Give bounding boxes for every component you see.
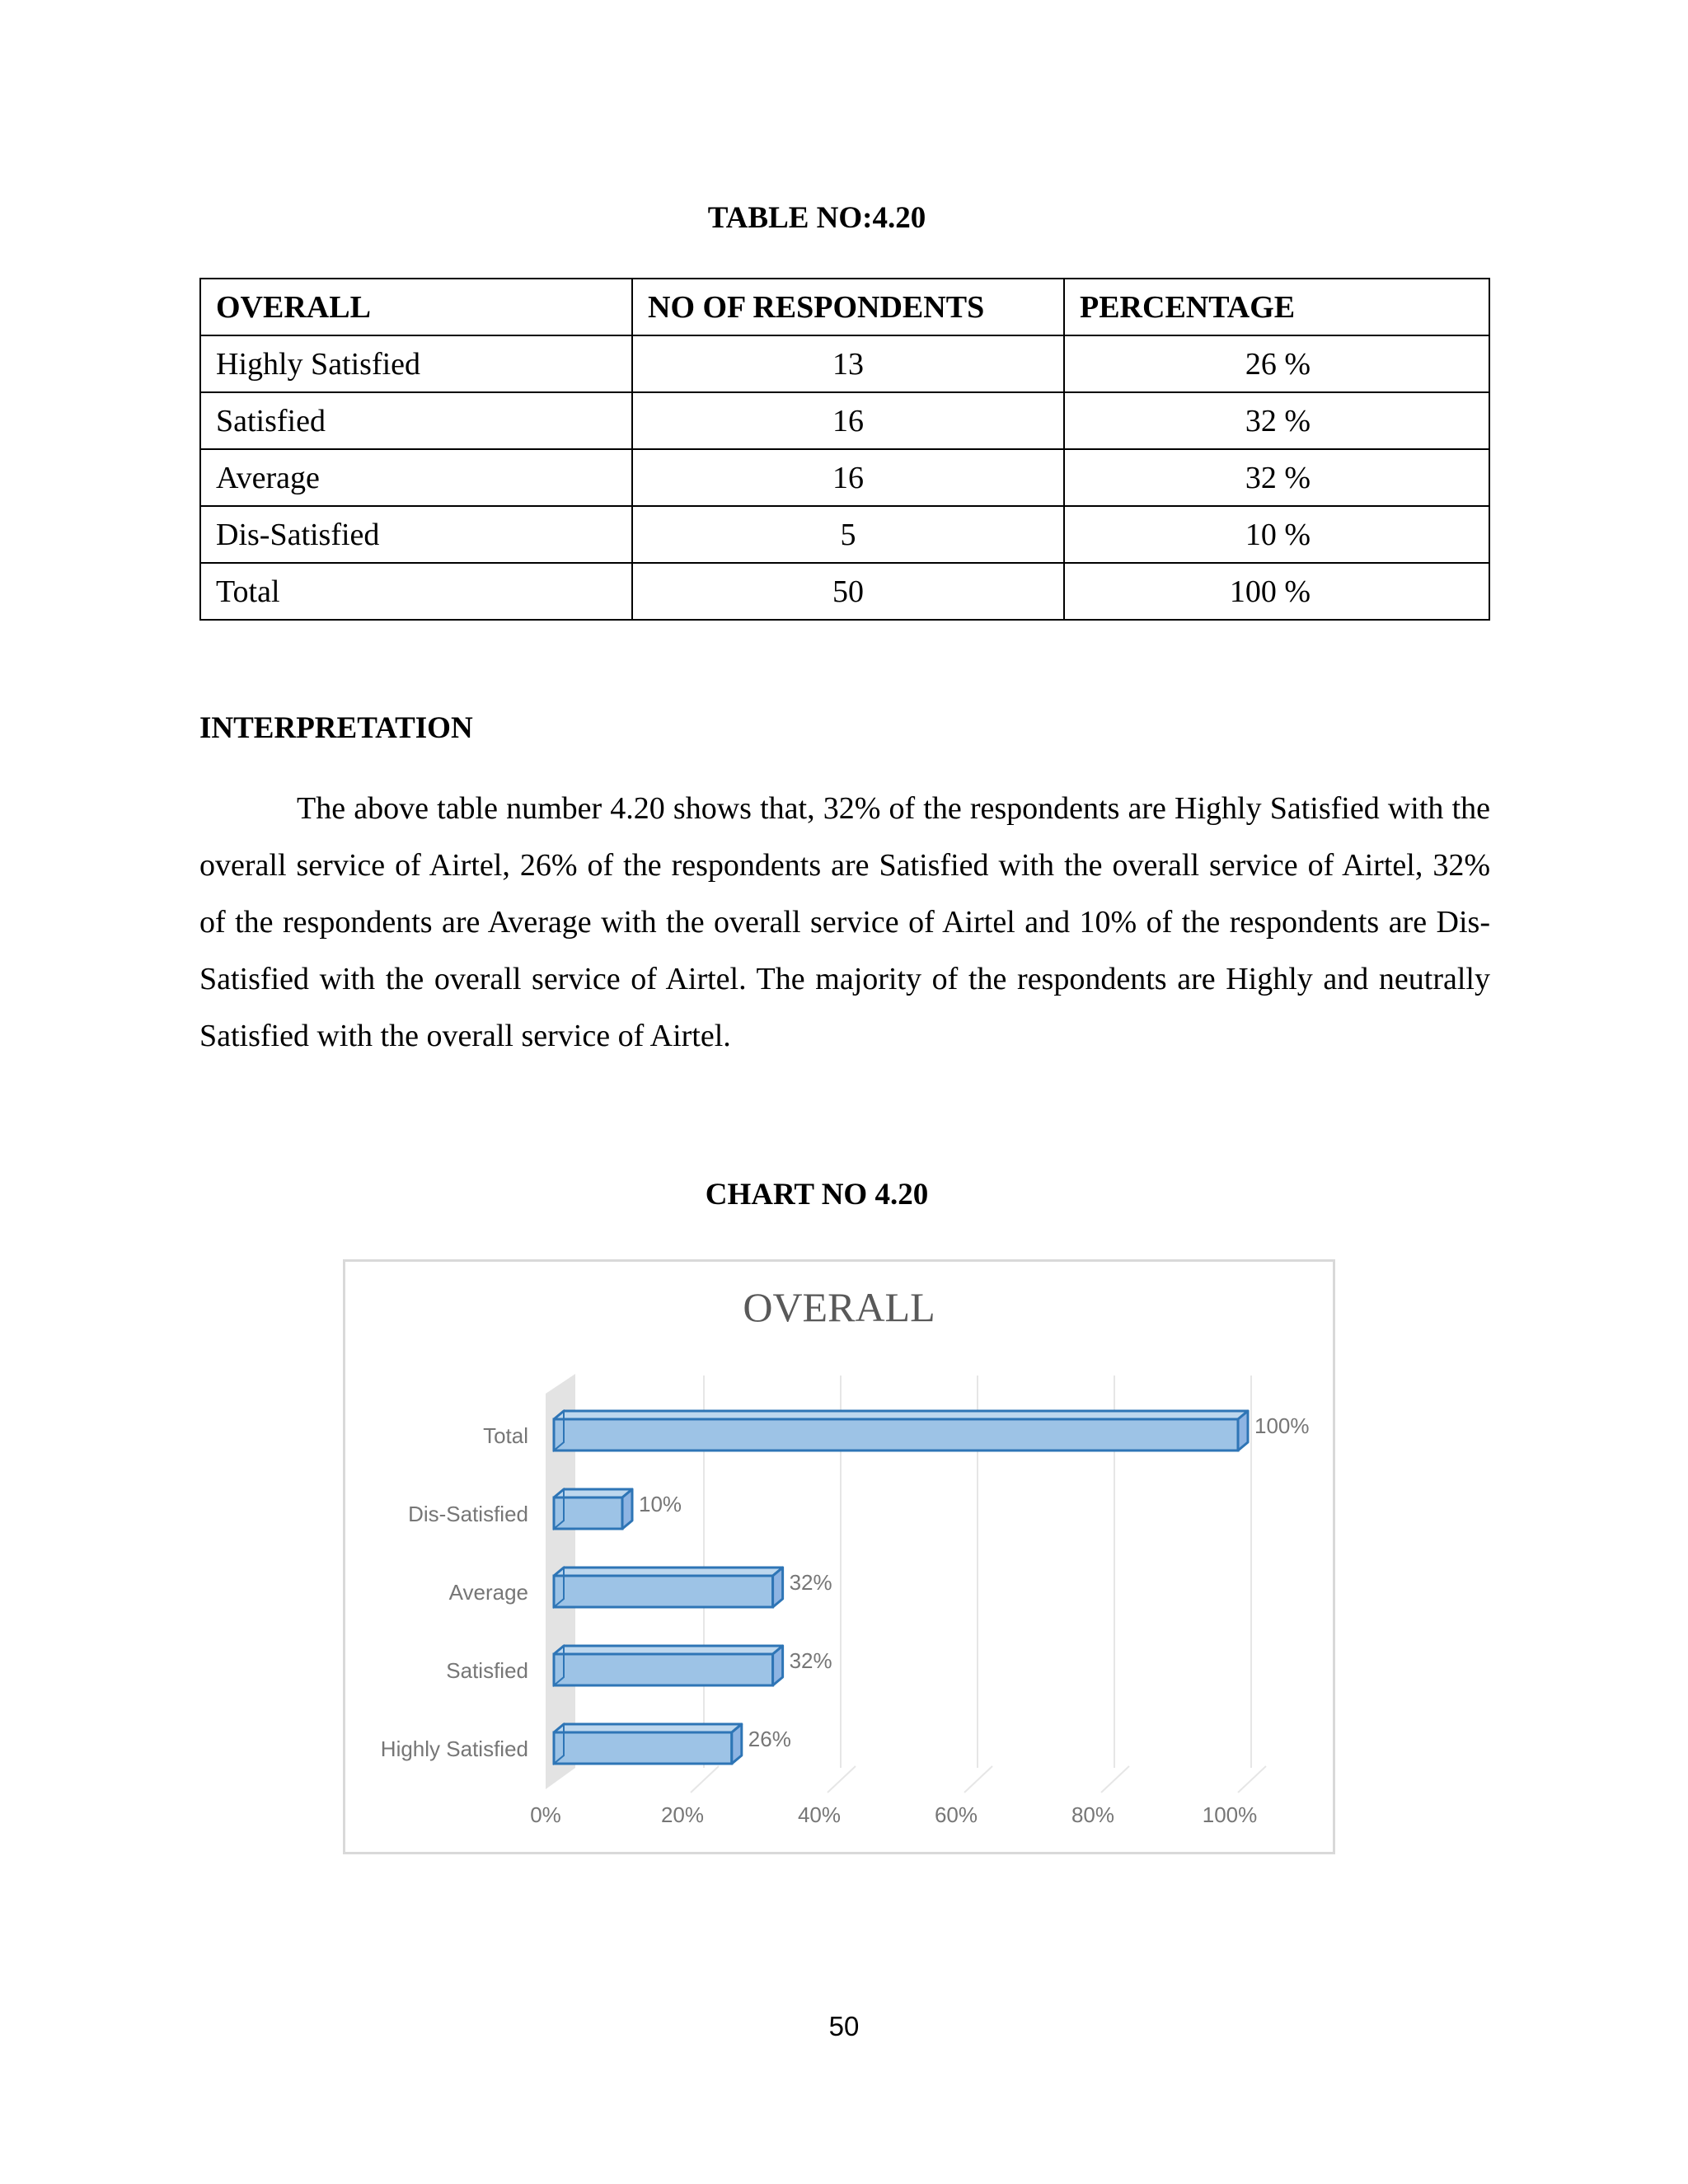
bar-group <box>554 1646 783 1685</box>
header-percentage: PERCENTAGE <box>1064 279 1489 335</box>
header-respondents: NO OF RESPONDENTS <box>632 279 1064 335</box>
bar <box>554 1419 1238 1451</box>
bar-top <box>554 1411 1248 1419</box>
gridline-floor <box>1101 1766 1129 1793</box>
cell-respondents: 5 <box>632 506 1064 563</box>
category-label: Highly Satisfied <box>380 1736 528 1761</box>
bar-group <box>554 1724 742 1764</box>
cell-category: Total <box>200 563 632 620</box>
gridline-floor <box>964 1766 992 1793</box>
bar <box>554 1654 773 1685</box>
cell-category: Highly Satisfied <box>200 335 632 392</box>
x-tick-label: 20% <box>660 1802 705 1827</box>
cell-category: Average <box>200 449 632 506</box>
table-row <box>200 335 1489 392</box>
bar-side <box>622 1489 632 1529</box>
category-label: Satisfied <box>446 1658 528 1683</box>
chart-caption: CHART NO 4.20 <box>705 1178 929 1212</box>
cell-respondents: 16 <box>632 449 1064 506</box>
cell-category: Dis-Satisfied <box>200 506 632 563</box>
header-overall: OVERALL <box>200 279 632 335</box>
bar-top <box>554 1568 783 1576</box>
bar-group <box>554 1568 783 1607</box>
cell-percentage: 10 % <box>1064 506 1489 563</box>
cell-percentage: 32 % <box>1064 449 1489 506</box>
x-tick-label: 80% <box>1071 1802 1115 1827</box>
category-label: Total <box>483 1423 528 1448</box>
x-tick-label: 100% <box>1202 1802 1258 1827</box>
cell-percentage: 100 % <box>1064 563 1489 620</box>
data-label: 100% <box>1254 1413 1310 1438</box>
page-number: 50 <box>828 2011 860 2041</box>
data-table <box>199 278 1490 621</box>
x-tick-label: 0% <box>530 1802 561 1827</box>
category-label: Dis-Satisfied <box>408 1502 528 1526</box>
bar-side <box>732 1724 742 1764</box>
bar-side <box>773 1646 783 1685</box>
bar <box>554 1732 732 1764</box>
bar-side <box>1238 1411 1248 1451</box>
interpretation-text: The above table number 4.20 shows that, 32% of the respondents are Highly Satisfied with the overall service of Airtel, 26% of the respondents are Satisfied with the overall service of Airtel, 32% of the respondents are Average with the overall service of Airtel and 10% of the respondents are Dis-Satisfied with the overall service of Airtel. The majority of the respondents are Highly and neutrally Satisfied with the overall service of Airtel. <box>199 791 1490 1053</box>
chart-container <box>343 1259 1335 1854</box>
data-label: 10% <box>639 1492 682 1516</box>
table-row <box>200 506 1489 563</box>
labels <box>381 1413 1310 1827</box>
x-tick-label: 60% <box>934 1802 978 1827</box>
bar-chart <box>345 1262 1333 1852</box>
bar-side <box>773 1568 783 1607</box>
bar-group <box>554 1489 632 1529</box>
data-label: 32% <box>789 1648 832 1673</box>
bar-top <box>554 1489 632 1497</box>
bar-top <box>554 1724 742 1732</box>
cell-respondents: 50 <box>632 563 1064 620</box>
cell-percentage: 26 % <box>1064 335 1489 392</box>
cell-percentage: 32 % <box>1064 392 1489 449</box>
table-row <box>200 392 1489 449</box>
bar <box>554 1576 773 1607</box>
data-label: 26% <box>748 1727 791 1751</box>
gridline-floor <box>1238 1766 1266 1793</box>
category-label: Average <box>448 1580 528 1605</box>
x-tick-label: 40% <box>797 1802 842 1827</box>
bar-group <box>554 1411 1248 1451</box>
data-label: 32% <box>789 1570 832 1595</box>
bar-top <box>554 1646 783 1654</box>
chart-title: OVERALL <box>743 1284 935 1330</box>
table-header-row <box>200 279 1489 335</box>
cell-respondents: 13 <box>632 335 1064 392</box>
table-row <box>200 449 1489 506</box>
table-title: TABLE NO:4.20 <box>707 201 926 235</box>
cell-respondents: 16 <box>632 392 1064 449</box>
cell-category: Satisfied <box>200 392 632 449</box>
gridline-floor <box>691 1766 719 1793</box>
table-row <box>200 563 1489 620</box>
bars <box>554 1411 1248 1764</box>
gridline-floor <box>828 1766 856 1793</box>
interpretation-heading: INTERPRETATION <box>199 711 473 745</box>
